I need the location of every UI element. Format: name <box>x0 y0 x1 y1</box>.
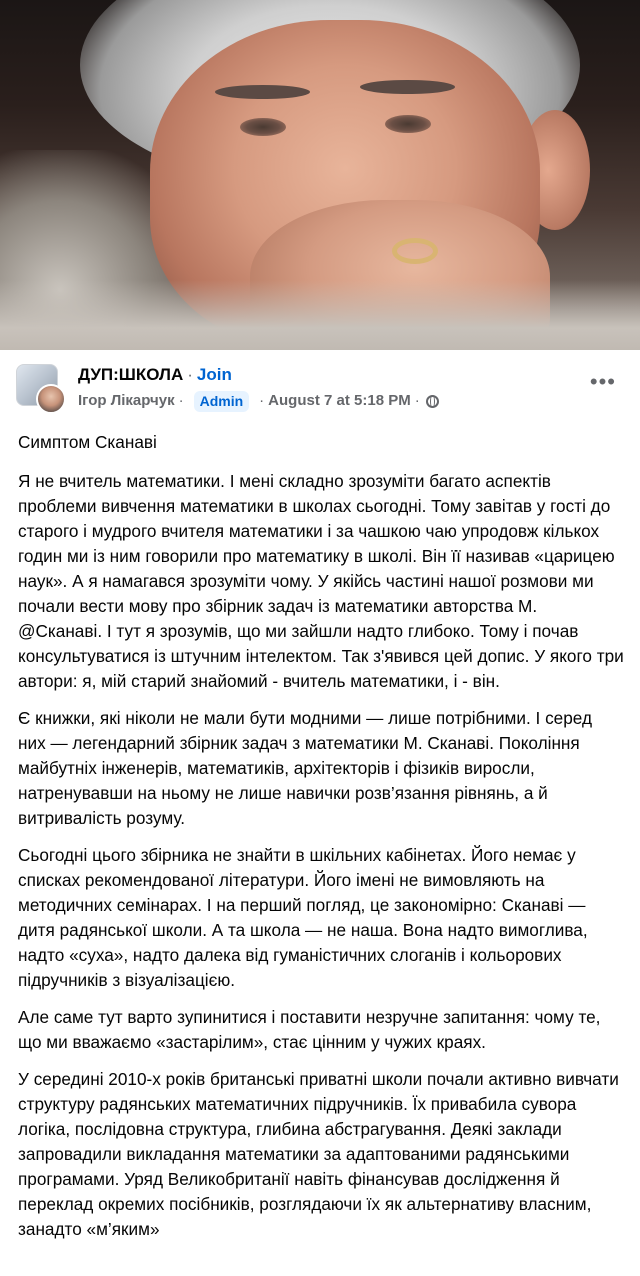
post-paragraph: Я не вчитель математики. І мені складно зрозуміти багато аспектів проблеми вивчення математики в школах сьогодні. Тому завітав у гості до старого і мудрого вчителя математики і за чашкою чаю упродовж кількох годин ми із ним говорили про математику в школі. Він її називав «царицею наук». А я намагався зрозуміти чому. У якійсь частині нашої розмови ми почали вести мову про збірник задач із математики авторства М. @Сканаві. І тут я зрозумів, що ми зайшли надто глибоко. Тому і почав консультуватися із штучним інтелектом. Так з'явився цей допис. У якого три автори: я, мій старий знайомий - вчитель математики, і - він. <box>18 471 624 691</box>
photo-ring <box>392 238 438 264</box>
group-name[interactable]: ДУП:ШКОЛА <box>78 365 184 384</box>
photo-right-eye <box>385 115 431 133</box>
author-name[interactable]: Ігор Лікарчук <box>78 392 175 409</box>
post-paragraph: Сьогодні цього збірника не знайти в шкільних кабінетах. Його немає у списках рекомендованої літератури. Його імені не вимовляють на методичних семінарах. І на перший погляд, це закономірно: Сканаві — дитя радянської школи. А та школа — не наша. Вона надто вимоглива, надто «суха», надто далека від гуманістичних слоганів і кольорових підручників з візуалізацією. <box>18 845 588 990</box>
more-options-icon[interactable]: ••• <box>589 369 616 394</box>
post-body <box>0 416 640 1242</box>
post-header <box>0 350 640 416</box>
separator-dot: · <box>178 392 184 409</box>
photo-left-brow <box>215 85 310 99</box>
photo-left-eye <box>240 118 286 136</box>
admin-badge: Admin <box>194 391 250 412</box>
post-paragraph: Є книжки, які ніколи не мали бути модними — лише потрібними. І серед них — легендарний збірник задач з математики М. Сканаві. Покоління майбутніх інженерів, математиків, архітекторів і фізиків виросли, натренувавши на ньому не лише навички розв’язання рівнянь, а й витривалість розуму. <box>18 708 592 828</box>
globe-icon <box>426 395 439 408</box>
group-title-line <box>78 364 232 386</box>
avatar-group[interactable] <box>16 364 66 414</box>
post-title: Симптом Сканаві <box>18 432 157 452</box>
post-photo[interactable] <box>0 0 640 350</box>
separator-dot: · <box>414 392 420 409</box>
photo-shirt <box>0 280 640 350</box>
post-paragraph: У середині 2010-х років британські приватні школи почали активно вивчати структуру радянських математичних підручників. Їх привабила сувора логіка, послідовна структура, глибина абстрагування. Деякі заклади запровадили викладання математики за адаптованими радянськими програмами. Уряд Великобританії навіть фінансував дослідження й переклад окремих посібників, розглядаючи їх як альтернативу власним, занадто «м’яким» <box>18 1069 619 1239</box>
separator-dot: · <box>259 392 265 409</box>
author-avatar[interactable] <box>36 384 66 414</box>
post-paragraph: Але саме тут варто зупинитися і поставити незручне запитання: чому те, що ми вважаємо «застарілим», стає цінним у чужих краях. <box>18 1007 601 1052</box>
separator-dot: · <box>187 365 193 384</box>
photo-right-brow <box>360 80 455 94</box>
join-button[interactable]: Join <box>196 365 232 384</box>
post-meta <box>78 390 439 412</box>
post-timestamp[interactable]: August 7 at 5:18 PM <box>268 392 411 409</box>
